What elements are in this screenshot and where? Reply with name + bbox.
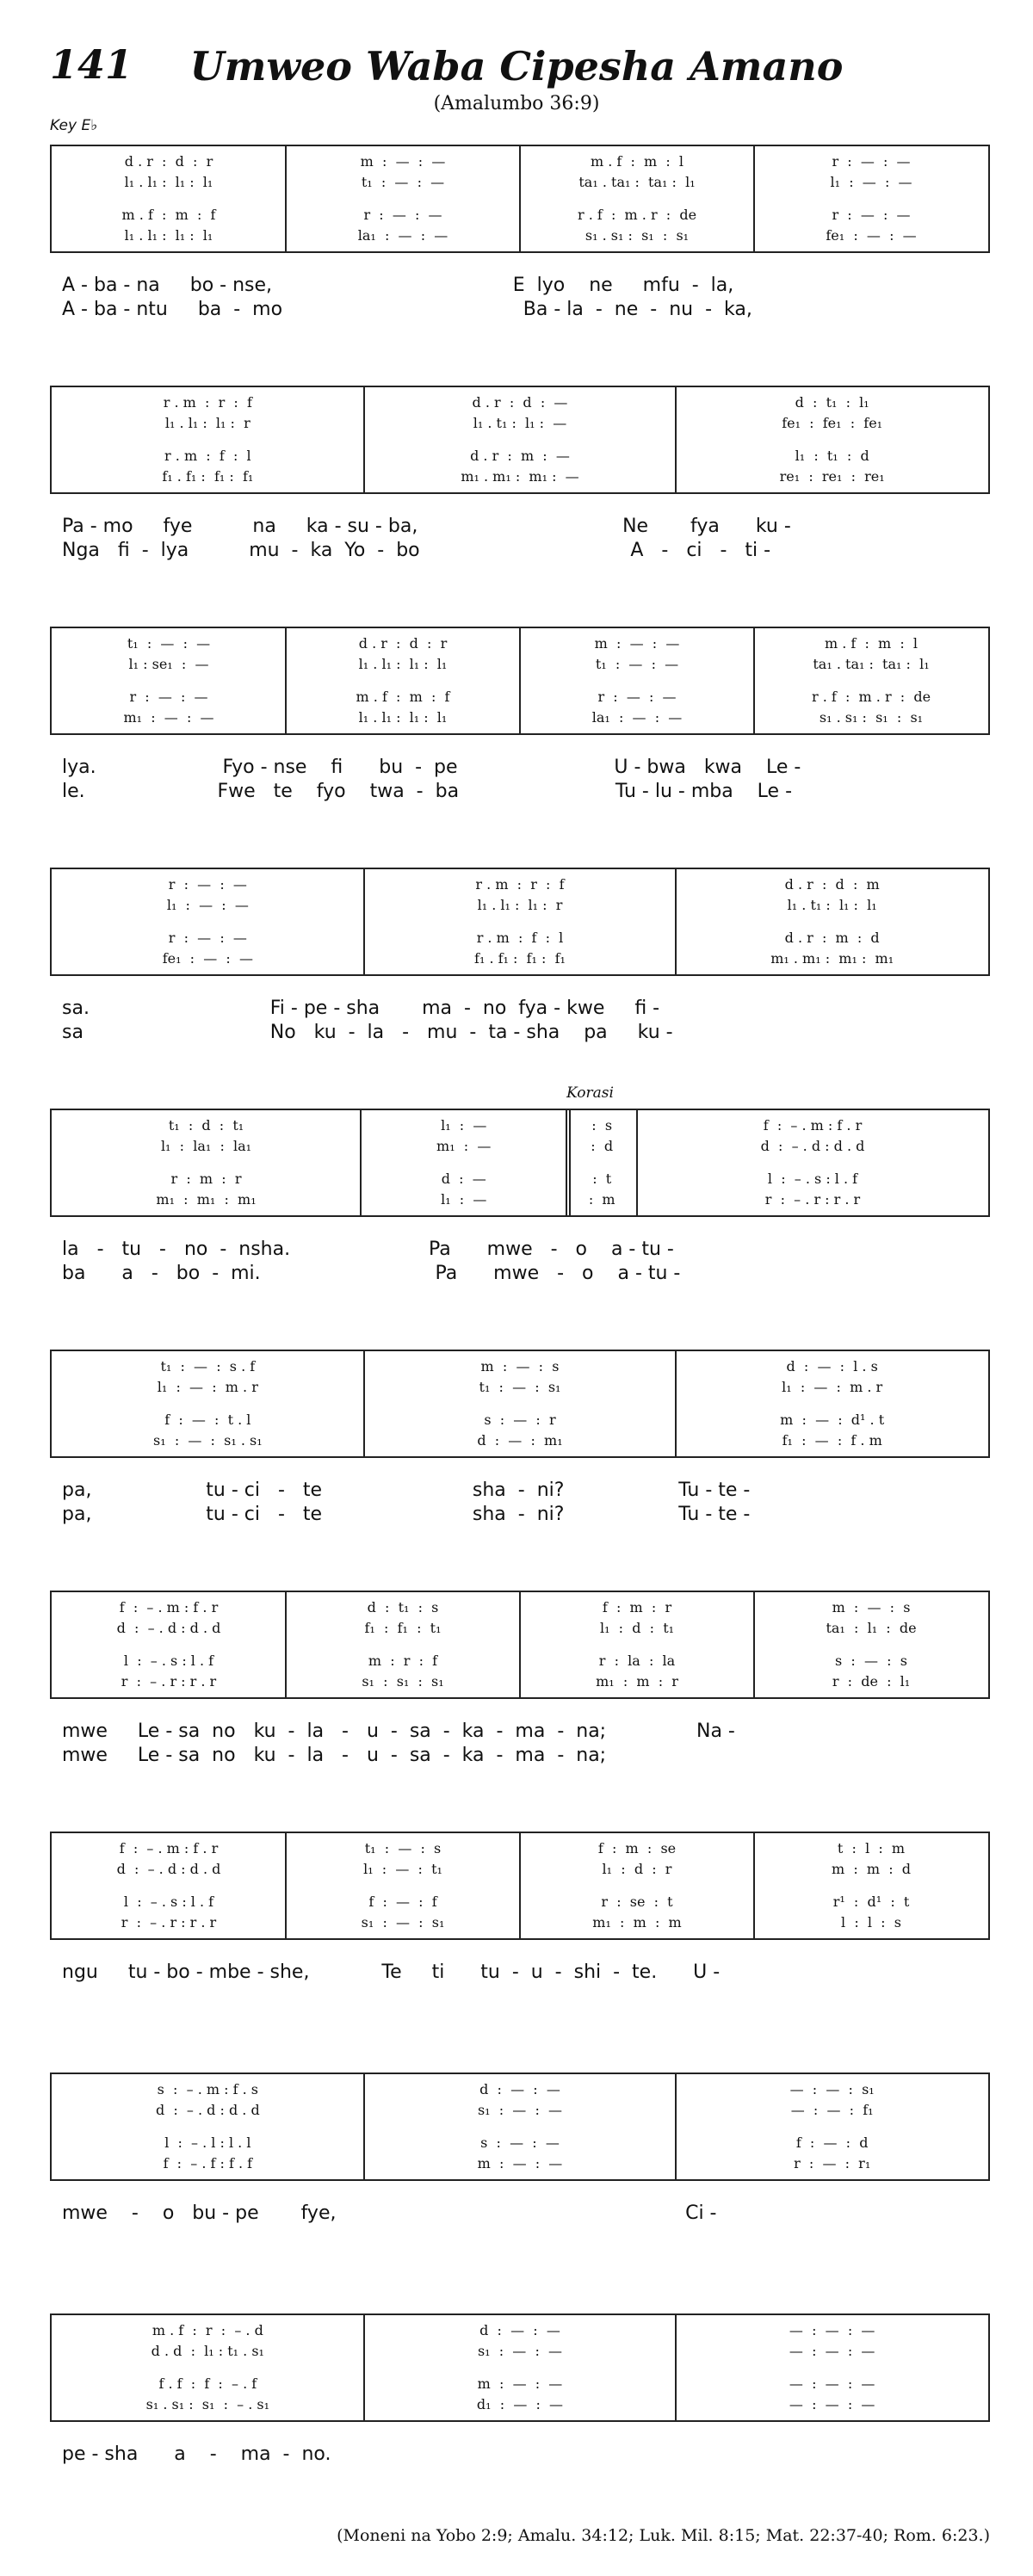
staff xyxy=(50,145,990,253)
voice-part-alto: s₁ : — : — xyxy=(477,2102,563,2118)
voice-part-tenor: r . f : m . r : de xyxy=(577,207,697,223)
voice-part-tenor: s : — : r xyxy=(484,1412,556,1428)
system xyxy=(50,627,990,802)
voice-part-tenor: l : – . s : l . f xyxy=(123,1652,214,1669)
voice-part-soprano: — : — : s₁ xyxy=(789,2081,875,2097)
measure xyxy=(364,2074,677,2179)
system xyxy=(50,1084,990,1284)
voice-part-alto: t₁ : — : — xyxy=(361,174,445,190)
voice-part-alto: l₁ : — : m . r xyxy=(157,1379,258,1395)
measure xyxy=(754,1592,988,1697)
staff xyxy=(50,1591,990,1699)
voice-part-soprano: f : m : se xyxy=(597,1840,677,1856)
staff xyxy=(50,1350,990,1458)
voice-part-soprano: m : — : — xyxy=(360,153,446,170)
voice-part-bass: m₁ : m : r xyxy=(596,1673,678,1690)
voice-part-bass: m₁ . m₁ : m₁ : m₁ xyxy=(770,950,894,967)
voice-part-alto: s₁ : — : — xyxy=(477,2343,563,2359)
voice-part-bass: re₁ : re₁ : re₁ xyxy=(779,468,885,485)
voice-part-soprano: r . m : r : f xyxy=(475,876,565,893)
barline xyxy=(360,1110,362,1215)
voice-part-soprano: f : – . m : f . r xyxy=(763,1117,863,1134)
voice-part-bass: m₁ : m₁ : m₁ xyxy=(156,1191,257,1208)
barline xyxy=(675,387,677,492)
voice-part-alto: l₁ : d : t₁ xyxy=(599,1620,675,1636)
measure xyxy=(361,1110,566,1215)
barline xyxy=(285,146,287,251)
voice-part-tenor: s : — : s xyxy=(835,1652,907,1669)
barline xyxy=(753,146,755,251)
barline xyxy=(519,1592,521,1697)
voice-part-bass: s₁ : s₁ : s₁ xyxy=(362,1673,444,1690)
voice-part-alto: : d xyxy=(591,1138,614,1154)
barline xyxy=(285,1833,287,1938)
voice-part-soprano: r : — : — xyxy=(168,876,247,893)
voice-part-alto: — : — : f₁ xyxy=(790,2102,874,2118)
lyric-line: mwe Le - sa no ku - la - u - sa - ka - ma - na; xyxy=(62,1745,607,1766)
staff xyxy=(50,386,990,494)
measure xyxy=(566,1110,637,1215)
measure xyxy=(52,146,286,251)
lyric-line: la - tu - no - nsha. Pa mwe - o a - tu - xyxy=(62,1239,674,1260)
measure xyxy=(52,2074,364,2179)
voice-part-tenor: r . f : m . r : de xyxy=(811,689,931,705)
voice-part-bass: m₁ : — : — xyxy=(123,709,214,726)
voice-part-soprano: : s xyxy=(591,1117,613,1134)
voice-part-soprano: d . r : d : — xyxy=(472,394,568,411)
voice-part-tenor: l : – . l : l . l xyxy=(164,2134,251,2151)
voice-part-soprano: f : – . m : f . r xyxy=(119,1599,219,1615)
voice-part-tenor: m : r : f xyxy=(368,1652,438,1669)
voice-part-soprano: l₁ : — xyxy=(441,1117,487,1134)
voice-part-alto: ta₁ . ta₁ : ta₁ : l₁ xyxy=(813,656,930,672)
lyric-line: Pa - mo fye na ka - su - ba, Ne fya ku - xyxy=(62,516,791,537)
voice-part-soprano: d : t₁ : s xyxy=(367,1599,439,1615)
voice-part-bass: r : – . r : r . r xyxy=(121,1673,217,1690)
voice-part-bass: fe₁ : — : — xyxy=(162,950,253,967)
voice-part-tenor: r . m : f : l xyxy=(476,930,564,946)
staff xyxy=(50,868,990,976)
voice-part-soprano: d . r : d : r xyxy=(358,635,448,652)
lyric-line: ba a - bo - mi. Pa mwe - o a - tu - xyxy=(62,1263,681,1284)
voice-part-alto: l₁ . t₁ : l₁ : — xyxy=(473,415,567,431)
measure xyxy=(364,869,677,974)
lyric-line: sa No ku - la - mu - ta - sha pa ku - xyxy=(62,1022,673,1043)
barline xyxy=(363,387,365,492)
measure xyxy=(286,1833,520,1938)
voice-part-bass: f₁ . f₁ : f₁ : f₁ xyxy=(474,950,566,967)
voice-part-soprano: — : — : — xyxy=(789,2322,875,2338)
voice-part-bass: m : — : — xyxy=(477,2155,563,2171)
key-signature: Key E♭ xyxy=(50,117,98,134)
voice-part-tenor: r : — : — xyxy=(168,930,247,946)
measure xyxy=(286,146,520,251)
lyric-line: le. Fwe te fyo twa - ba Tu - lu - mba Le - xyxy=(62,781,793,802)
voice-part-soprano: m : — : s xyxy=(832,1599,911,1615)
measure xyxy=(520,1833,754,1938)
lyric-line xyxy=(62,2467,978,2491)
barline xyxy=(519,628,521,733)
voice-part-bass: r : – . r : r . r xyxy=(764,1191,861,1208)
voice-part-alto: l₁ . l₁ : l₁ : l₁ xyxy=(358,656,448,672)
barline xyxy=(519,146,521,251)
measure xyxy=(52,1592,286,1697)
measure xyxy=(754,628,988,733)
lyric-line xyxy=(62,2226,978,2250)
measure xyxy=(364,2315,677,2420)
voice-part-soprano: d : — : l . s xyxy=(786,1358,878,1374)
voice-part-alto: t₁ : — : s₁ xyxy=(479,1379,561,1395)
voice-part-alto: ta₁ . ta₁ : ta₁ : l₁ xyxy=(578,174,696,190)
voice-part-bass: l₁ : — xyxy=(441,1191,487,1208)
measure xyxy=(754,1833,988,1938)
measure xyxy=(286,628,520,733)
voice-part-soprano: f : m : r xyxy=(602,1599,672,1615)
voice-part-alto: t₁ : — : — xyxy=(595,656,679,672)
staff xyxy=(50,1832,990,1940)
measure xyxy=(676,1351,988,1456)
measure xyxy=(364,387,677,492)
voice-part-soprano: t₁ : — : — xyxy=(127,635,211,652)
barline xyxy=(363,2315,365,2420)
voice-part-alto: d . d : l₁ : t₁ . s₁ xyxy=(151,2343,264,2359)
voice-part-soprano: m : — : — xyxy=(594,635,680,652)
system xyxy=(50,2073,990,2224)
voice-part-alto: — : — : — xyxy=(789,2343,875,2359)
voice-part-soprano: f : – . m : f . r xyxy=(119,1840,219,1856)
voice-part-soprano: d . r : d : r xyxy=(124,153,213,170)
system xyxy=(50,1832,990,1983)
voice-part-soprano: d . r : d : m xyxy=(784,876,880,893)
voice-part-bass: f : – . f : f . f xyxy=(163,2155,253,2171)
voice-part-tenor: d . r : m : d xyxy=(784,930,880,946)
voice-part-tenor: r : la : la xyxy=(598,1652,676,1669)
voice-part-bass: s₁ : — : s₁ . s₁ xyxy=(153,1432,263,1449)
system xyxy=(50,145,990,320)
voice-part-tenor: r¹ : d¹ : t xyxy=(832,1893,910,1910)
voice-part-alto: l₁ . t₁ : l₁ : l₁ xyxy=(787,897,877,913)
section-label: Korasi xyxy=(566,1084,614,1102)
voice-part-soprano: t₁ : — : s . f xyxy=(160,1358,256,1374)
voice-part-bass: la₁ : — : — xyxy=(357,227,448,244)
voice-part-bass: f₁ : — : f . m xyxy=(782,1432,882,1449)
voice-part-bass: l₁ . l₁ : l₁ : l₁ xyxy=(358,709,448,726)
measure xyxy=(52,628,286,733)
voice-part-alto: fe₁ : fe₁ : fe₁ xyxy=(782,415,883,431)
system xyxy=(50,2313,990,2465)
voice-part-bass: s₁ : — : s₁ xyxy=(361,1914,445,1930)
measure xyxy=(52,1351,364,1456)
voice-part-tenor: l₁ : t₁ : d xyxy=(795,448,869,464)
voice-part-alto: d : – . d : d . d xyxy=(116,1861,221,1877)
barline xyxy=(753,1592,755,1697)
voice-part-bass: m₁ . m₁ : m₁ : — xyxy=(461,468,579,485)
voice-part-alto: l₁ : — : m . r xyxy=(782,1379,883,1395)
voice-part-soprano: r : — : — xyxy=(832,153,911,170)
measure xyxy=(676,869,988,974)
voice-part-alto: m₁ : — xyxy=(436,1138,492,1154)
staff xyxy=(50,2313,990,2422)
voice-part-alto: l₁ : d : r xyxy=(602,1861,672,1877)
measure xyxy=(52,869,364,974)
voice-part-tenor: m . f : m : f xyxy=(121,207,216,223)
lyric-line: pa, tu - ci - te sha - ni? Tu - te - xyxy=(62,1504,751,1525)
lyric-line: A - ba - ntu ba - mo Ba - la - ne - nu - ka, xyxy=(62,299,752,320)
measure xyxy=(52,2315,364,2420)
scripture-reference: (Amalumbo 36:9) xyxy=(433,93,600,114)
voice-part-soprano: t : l : m xyxy=(837,1840,906,1856)
voice-part-soprano: s : – . m : f . s xyxy=(157,2081,258,2097)
measure xyxy=(754,146,988,251)
double-barline xyxy=(566,1110,571,1215)
lyric-line: mwe - o bu - pe fye, Ci - xyxy=(62,2202,717,2224)
voice-part-alto: l₁ . l₁ : l₁ : r xyxy=(164,415,251,431)
voice-part-soprano: d : — : — xyxy=(479,2081,560,2097)
barline xyxy=(675,1351,677,1456)
voice-part-tenor: r : m : r xyxy=(170,1171,242,1187)
voice-part-soprano: d : t₁ : l₁ xyxy=(795,394,869,411)
voice-part-soprano: m . f : m : l xyxy=(590,153,684,170)
system xyxy=(50,1591,990,1766)
voice-part-bass: d : — : m₁ xyxy=(477,1432,563,1449)
voice-part-tenor: l : – . s : l . f xyxy=(767,1171,858,1187)
voice-part-alto: l₁ : — : — xyxy=(830,174,912,190)
voice-part-bass: f₁ . f₁ : f₁ : f₁ xyxy=(162,468,254,485)
barline xyxy=(675,2315,677,2420)
measure xyxy=(286,1592,520,1697)
voice-part-tenor: r : — : — xyxy=(363,207,442,223)
staff xyxy=(50,2073,990,2181)
barline xyxy=(285,628,287,733)
voice-part-tenor: : t xyxy=(592,1171,612,1187)
measure xyxy=(520,1592,754,1697)
measure xyxy=(52,1110,361,1215)
voice-part-alto: d : – . d : d . d xyxy=(155,2102,260,2118)
measure xyxy=(637,1110,988,1215)
voice-part-bass: — : — : — xyxy=(789,2396,875,2412)
voice-part-bass: s₁ . s₁ : s₁ : – . s₁ xyxy=(145,2396,270,2412)
voice-part-tenor: d . r : m : — xyxy=(470,448,570,464)
measure xyxy=(676,387,988,492)
voice-part-tenor: r : — : — xyxy=(597,689,677,705)
measure xyxy=(676,2074,988,2179)
measure xyxy=(676,2315,988,2420)
measure xyxy=(364,1351,677,1456)
voice-part-alto: l₁ : se₁ : — xyxy=(128,656,209,672)
voice-part-tenor: l : – . s : l . f xyxy=(123,1893,214,1910)
voice-part-bass: s₁ . s₁ : s₁ : s₁ xyxy=(585,227,690,244)
barline xyxy=(285,1592,287,1697)
barline xyxy=(363,869,365,974)
voice-part-alto: l₁ : — : t₁ xyxy=(363,1861,442,1877)
barline xyxy=(753,628,755,733)
hymn-number: 141 xyxy=(50,41,133,88)
voice-part-alto: l₁ . l₁ : l₁ : l₁ xyxy=(124,174,213,190)
voice-part-bass: s₁ . s₁ : s₁ : s₁ xyxy=(819,709,924,726)
lyric-line: Nga fi - lya mu - ka Yo - bo A - ci - ti - xyxy=(62,540,771,561)
voice-part-bass: m₁ : m : m xyxy=(592,1914,682,1930)
voice-part-soprano: m . f : m : l xyxy=(824,635,919,652)
footnote: (Moneni na Yobo 2:9; Amalu. 34:12; Luk. Mil. 8:15; Mat. 22:37-40; Rom. 6:23.) xyxy=(337,2526,990,2545)
barline xyxy=(363,2074,365,2179)
voice-part-soprano: t₁ : d : t₁ xyxy=(168,1117,244,1134)
barline xyxy=(519,1833,521,1938)
voice-part-bass: l : l : s xyxy=(841,1914,901,1930)
voice-part-tenor: d : — xyxy=(441,1171,486,1187)
voice-part-tenor: r : — : — xyxy=(129,689,208,705)
voice-part-soprano: t₁ : — : s xyxy=(364,1840,442,1856)
voice-part-tenor: r . m : f : l xyxy=(164,448,251,464)
voice-part-alto: d : – . d : d . d xyxy=(116,1620,221,1636)
voice-part-alto: m : m : d xyxy=(831,1861,912,1877)
measure xyxy=(520,628,754,733)
measure xyxy=(52,387,364,492)
voice-part-bass: fe₁ : — : — xyxy=(826,227,917,244)
lyric-line: mwe Le - sa no ku - la - u - sa - ka - ma - na; Na - xyxy=(62,1720,735,1742)
voice-part-soprano: r . m : r : f xyxy=(163,394,252,411)
voice-part-alto: d : – . d : d . d xyxy=(760,1138,865,1154)
voice-part-tenor: m : — : d¹ . t xyxy=(780,1412,885,1428)
voice-part-tenor: r : — : — xyxy=(832,207,911,223)
barline xyxy=(753,1833,755,1938)
barline xyxy=(675,869,677,974)
system xyxy=(50,1350,990,1525)
voice-part-tenor: s : — : — xyxy=(480,2134,560,2151)
voice-part-tenor: f : — : d xyxy=(795,2134,869,2151)
hymn-title: Umweo Waba Cipesha Amano xyxy=(189,43,844,90)
voice-part-soprano: m : — : s xyxy=(480,1358,560,1374)
lyric-line: A - ba - na bo - nse, E lyo ne mfu - la, xyxy=(62,275,734,296)
measure xyxy=(52,1833,286,1938)
system xyxy=(50,386,990,561)
voice-part-tenor: r : se : t xyxy=(601,1893,673,1910)
lyric-line: sa. Fi - pe - sha ma - no fya - kwe fi - xyxy=(62,998,660,1019)
staff xyxy=(50,1109,990,1217)
voice-part-tenor: f : — : f xyxy=(368,1893,437,1910)
voice-part-bass: d₁ : — : — xyxy=(476,2396,564,2412)
barline xyxy=(636,1110,638,1215)
lyric-line: lya. Fyo - nse fi bu - pe U - bwa kwa Le - xyxy=(62,757,801,778)
lyric-line xyxy=(62,1985,978,2009)
voice-part-bass: r : — : r₁ xyxy=(794,2155,871,2171)
voice-part-tenor: m . f : m : f xyxy=(356,689,450,705)
staff xyxy=(50,627,990,735)
voice-part-alto: l₁ : la₁ : la₁ xyxy=(160,1138,252,1154)
voice-part-tenor: f . f : f : – . f xyxy=(158,2375,257,2392)
voice-part-bass: : m xyxy=(588,1191,615,1208)
voice-part-bass: r : – . r : r . r xyxy=(121,1914,217,1930)
voice-part-alto: l₁ : — : — xyxy=(166,897,249,913)
voice-part-tenor: f : — : t . l xyxy=(164,1412,251,1428)
voice-part-bass: r : de : l₁ xyxy=(832,1673,911,1690)
voice-part-bass: la₁ : — : — xyxy=(591,709,683,726)
voice-part-alto: f₁ : f₁ : t₁ xyxy=(364,1620,442,1636)
system xyxy=(50,868,990,1043)
voice-part-alto: l₁ . l₁ : l₁ : r xyxy=(477,897,563,913)
barline xyxy=(363,1351,365,1456)
voice-part-soprano: d : — : — xyxy=(479,2322,560,2338)
measure xyxy=(520,146,754,251)
barline xyxy=(675,2074,677,2179)
voice-part-bass: l₁ . l₁ : l₁ : l₁ xyxy=(124,227,213,244)
lyric-line: ngu tu - bo - mbe - she, Te ti tu - u - shi - te. U - xyxy=(62,1961,721,1983)
voice-part-alto: ta₁ : l₁ : de xyxy=(826,1620,917,1636)
voice-part-tenor: m : — : — xyxy=(477,2375,563,2392)
voice-part-soprano: m . f : r : – . d xyxy=(152,2322,263,2338)
lyric-line: pe - sha a - ma - no. xyxy=(62,2443,331,2465)
voice-part-tenor: — : — : — xyxy=(789,2375,875,2392)
lyric-line: pa, tu - ci - te sha - ni? Tu - te - xyxy=(62,1480,751,1501)
